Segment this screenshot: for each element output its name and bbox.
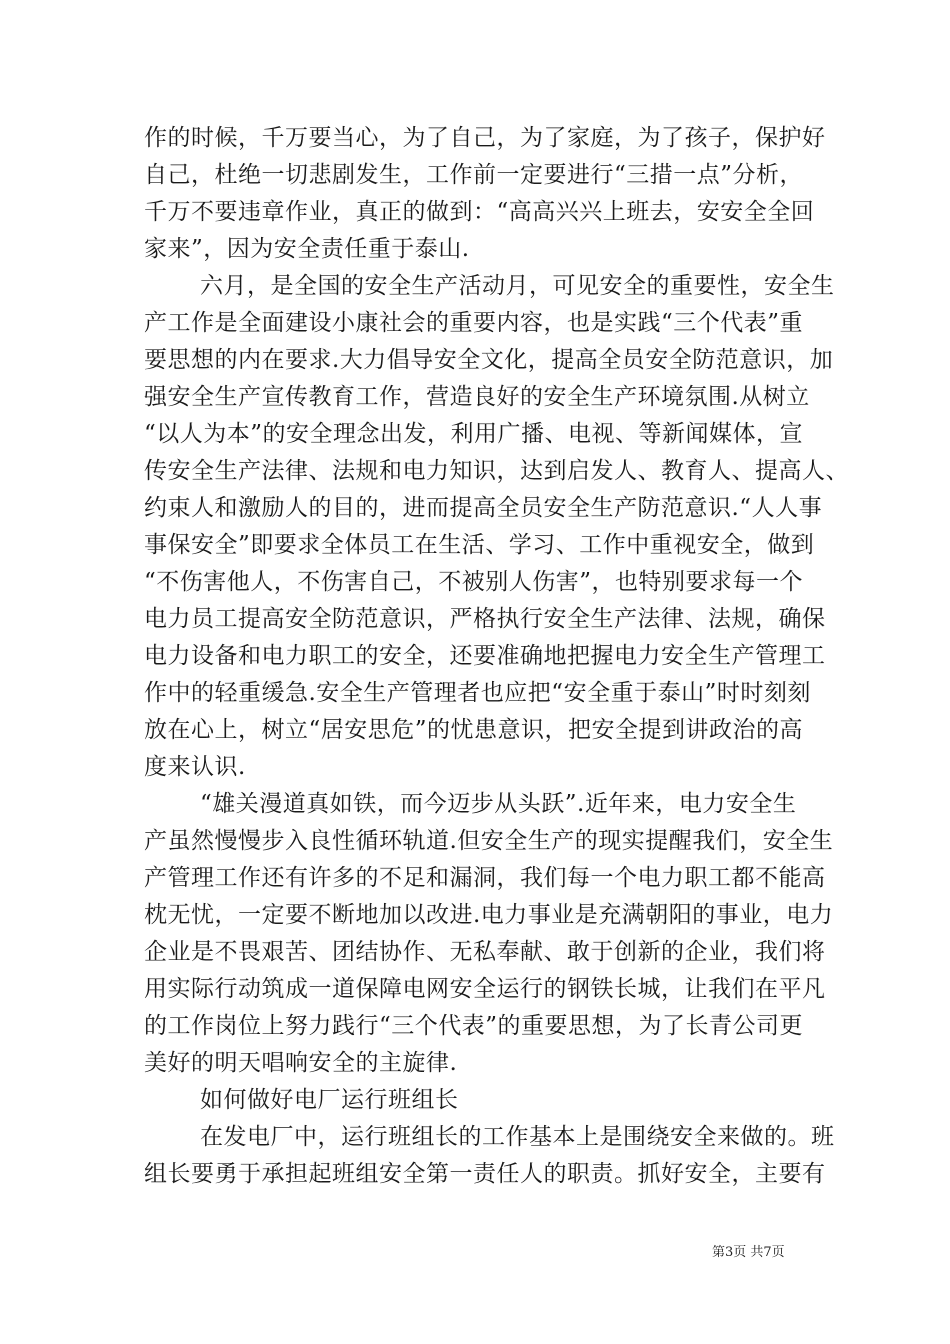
body-text-line: 度来认识. [144, 754, 246, 780]
paragraph-first-line: 六月，是全国的安全生产活动月，可见安全的重要性，安全生 [200, 273, 835, 299]
body-text-line: 产管理工作还有许多的不足和漏洞，我们每一个电力职工都不能高 [144, 865, 826, 891]
section-heading: 如何做好电厂运行班组长 [200, 1087, 459, 1113]
body-text-line: 枕无忧，一定要不断地加以改进.电力事业是充满朝阳的事业，电力 [144, 902, 834, 928]
body-text-line: 组长要勇于承担起班组安全第一责任人的职责。抓好安全，主要有 [144, 1161, 826, 1187]
body-text-line: 要思想的内在要求.大力倡导安全文化，提高全员安全防范意识，加 [144, 347, 834, 373]
body-text-line: 美好的明天唱响安全的主旋律. [144, 1050, 458, 1076]
body-text-line: 产工作是全面建设小康社会的重要内容，也是实践“三个代表”重 [144, 310, 804, 336]
body-text-line: “不伤害他人，不伤害自己，不被别人伤害”，也特别要求每一个 [144, 569, 804, 595]
body-text-line: 强安全生产宣传教育工作，营造良好的安全生产环境氛围.从树立 [144, 384, 810, 410]
page-number-footer: 第3页 共7页 [712, 1245, 785, 1260]
body-text-line: 电力设备和电力职工的安全，还要准确地把握电力安全生产管理工 [144, 643, 826, 669]
body-text-line: 电力员工提高安全防范意识，严格执行安全生产法律、法规，确保 [144, 606, 826, 632]
body-text-line: 放在心上，树立“居安思危”的忧患意识，把安全提到讲政治的高 [144, 717, 804, 743]
body-text-line: 企业是不畏艰苦、团结协作、无私奉献、敢于创新的企业，我们将 [144, 939, 826, 965]
body-text-line: 家来”，因为安全责任重于泰山. [144, 236, 470, 262]
body-text-line: 的工作岗位上努力践行“三个代表”的重要思想，为了长青公司更 [144, 1013, 804, 1039]
body-text-line: 约束人和激励人的目的，进而提高全员安全生产防范意识.“人人事 [144, 495, 823, 521]
body-text-line: 作中的轻重缓急.安全生产管理者也应把“安全重于泰山”时时刻刻 [144, 680, 811, 706]
body-text-line: 产虽然慢慢步入良性循环轨道.但安全生产的现实提醒我们，安全生 [144, 828, 834, 854]
body-text-line: 作的时候，千万要当心，为了自己，为了家庭，为了孩子，保护好 [144, 125, 826, 151]
body-text-line: 传安全生产法律、法规和电力知识，达到启发人、教育人、提高人、 [144, 458, 849, 484]
paragraph-first-line: 在发电厂中，运行班组长的工作基本上是围绕安全来做的。班 [200, 1124, 835, 1150]
body-text-line: 千万不要违章作业，真正的做到：“高高兴兴上班去，安安全全回 [144, 199, 815, 225]
body-text-line: 事保安全”即要求全体员工在生活、学习、工作中重视安全，做到 [144, 532, 815, 558]
body-text-line: 自己，杜绝一切悲剧发生，工作前一定要进行“三措一点”分析， [144, 162, 804, 188]
body-text-line: 用实际行动筑成一道保障电网安全运行的钢铁长城，让我们在平凡 [144, 976, 826, 1002]
body-text-line: “以人为本”的安全理念出发，利用广播、电视、等新闻媒体，宣 [144, 421, 804, 447]
paragraph-first-line: “雄关漫道真如铁，而今迈步从头跃”.近年来，电力安全生 [200, 791, 797, 817]
